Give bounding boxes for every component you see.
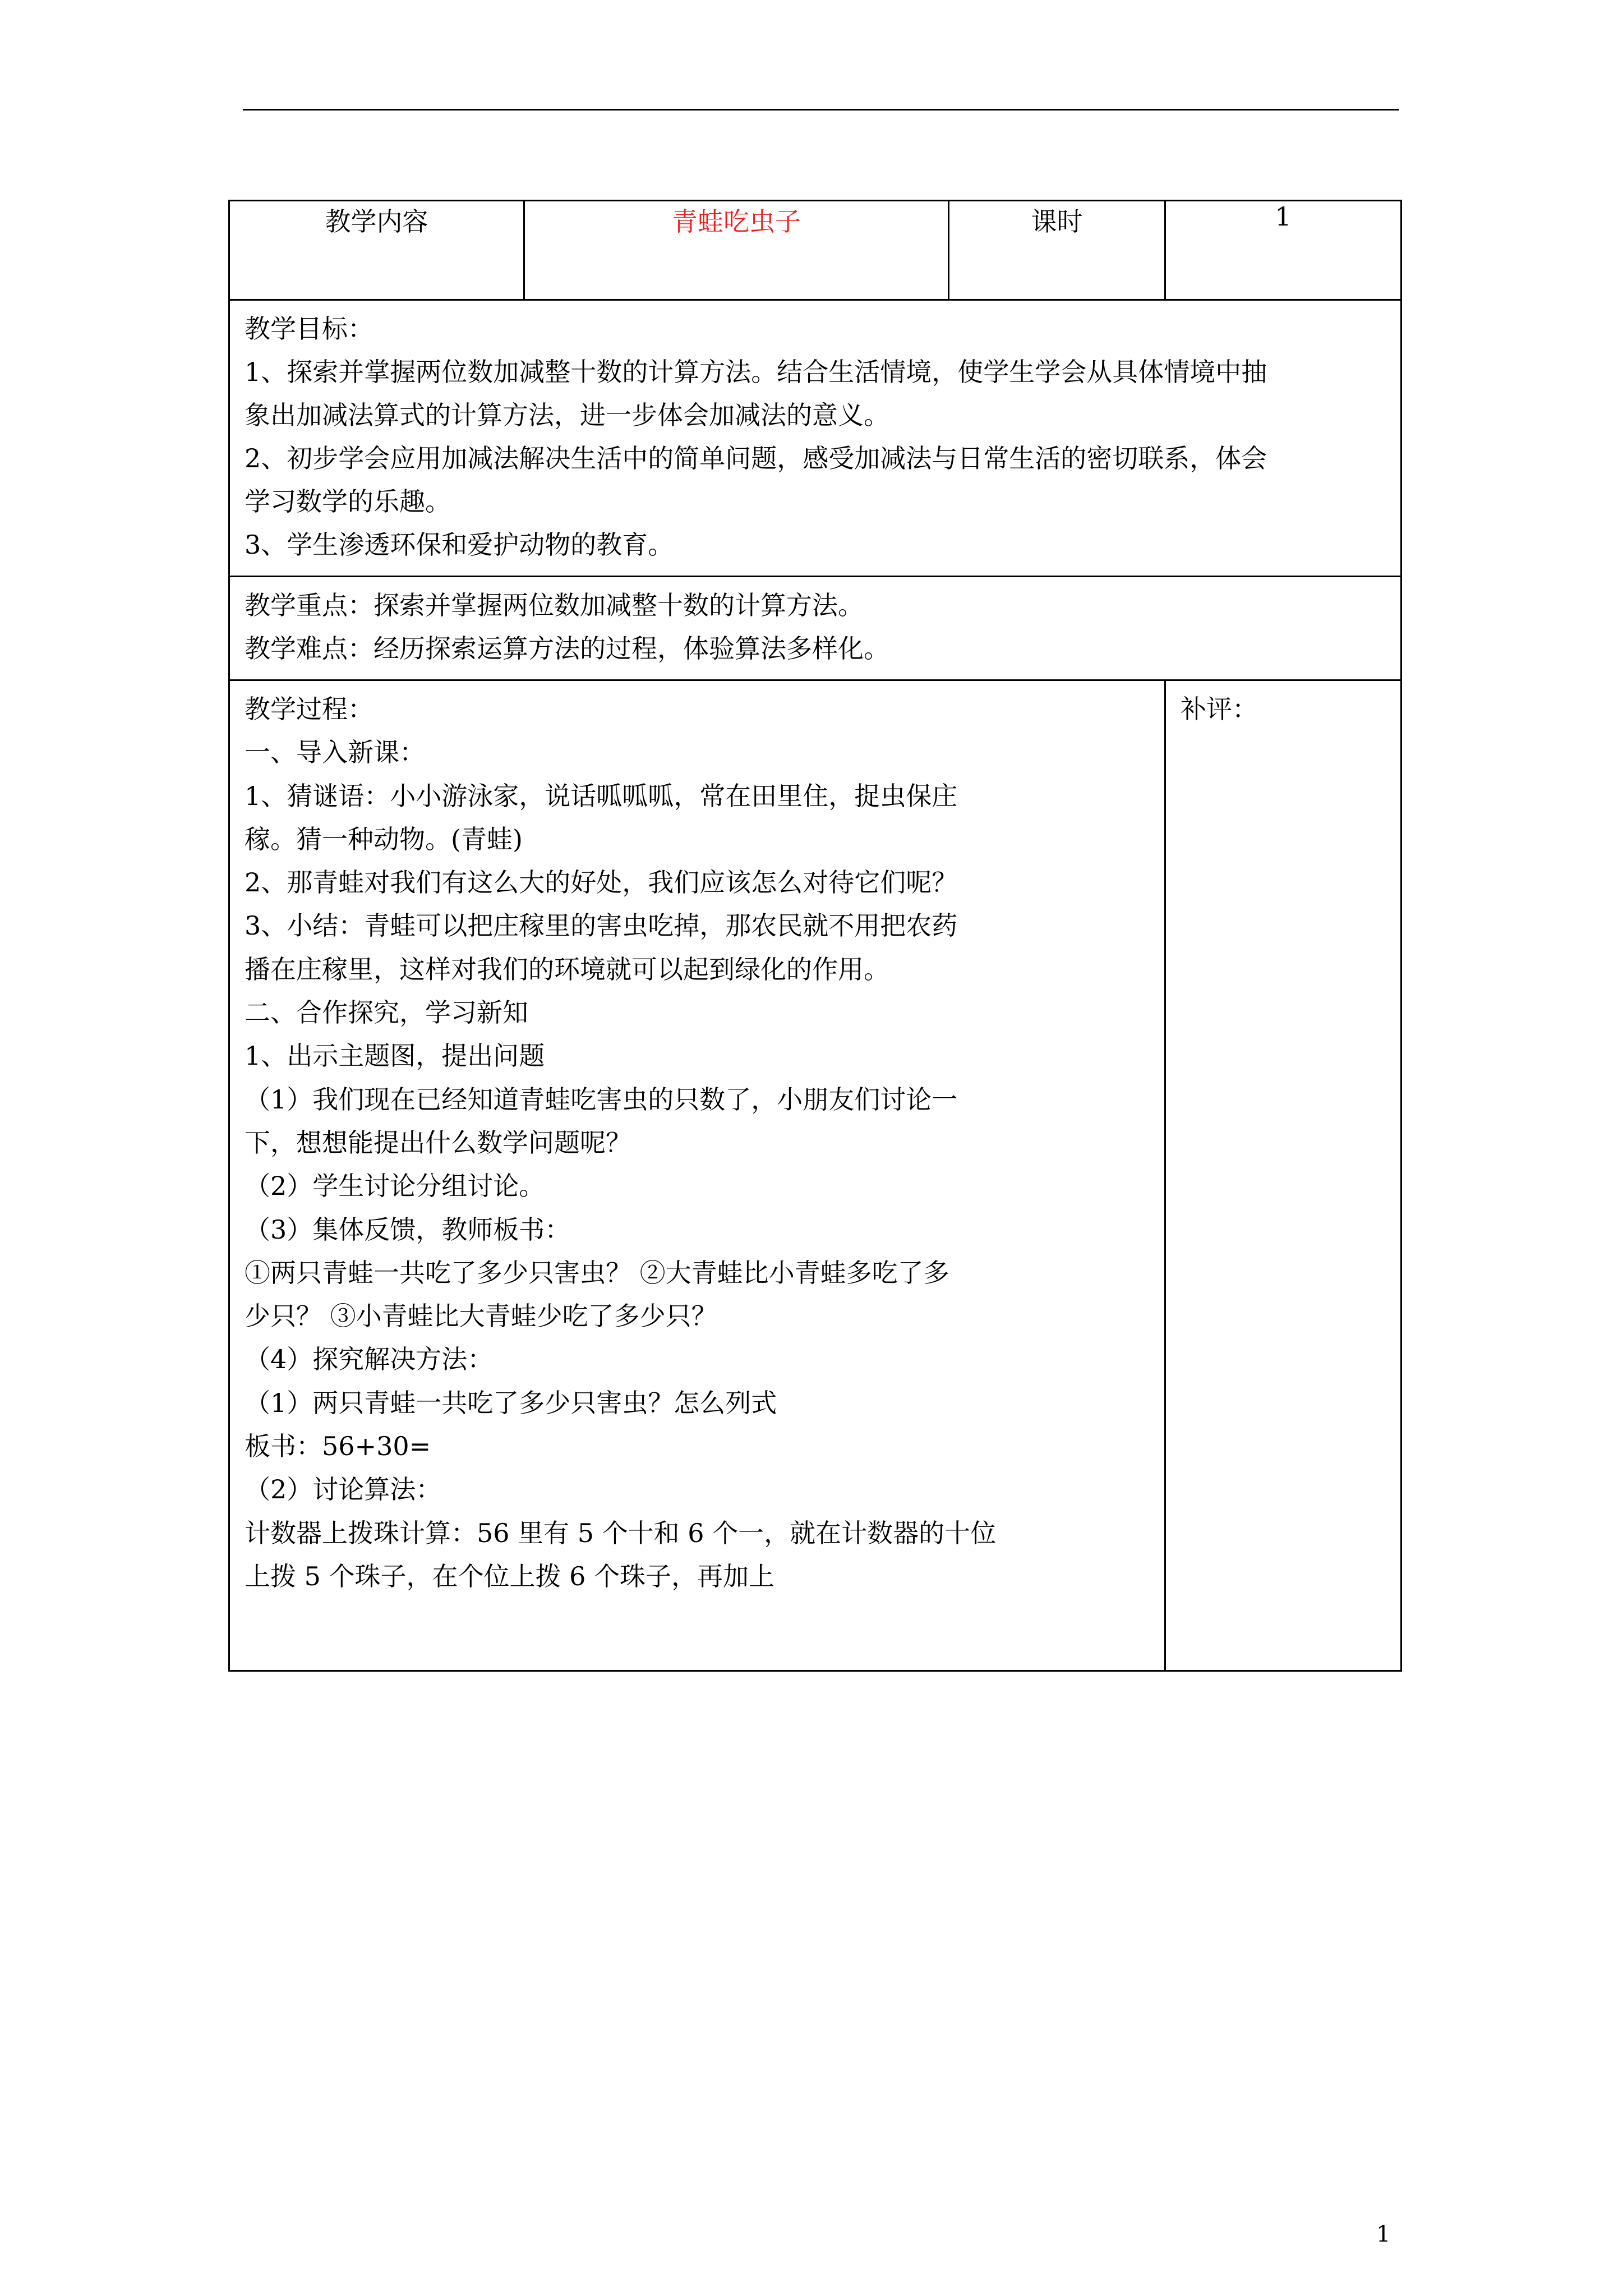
goals-cell bbox=[229, 300, 1401, 577]
header-rule bbox=[243, 109, 1399, 111]
goals-row bbox=[229, 300, 1401, 577]
process-line: （1）我们现在已经知道青蛙吃害虫的只数了，小朋友们讨论一 bbox=[245, 1084, 958, 1115]
lesson-title: 青蛙吃虫子 bbox=[524, 201, 949, 300]
process-line: 3、小结：青蛙可以把庄稼里的害虫吃掉，那农民就不用把农药 bbox=[245, 910, 958, 941]
process-line: 板书：56+30= bbox=[245, 1431, 431, 1462]
keypoints-cell bbox=[229, 577, 1401, 680]
process-cell bbox=[229, 680, 1165, 1671]
teaching-difficulty: 教学难点：经历探索运算方法的过程，体验算法多样化。 bbox=[245, 633, 889, 664]
process-line: 播在庄稼里，这样对我们的环境就可以起到绿化的作用。 bbox=[245, 954, 889, 984]
process-line: （3）集体反馈，教师板书： bbox=[245, 1214, 571, 1245]
goal-line: 学习数学的乐趣。 bbox=[245, 486, 451, 517]
notes-cell bbox=[1165, 680, 1401, 1671]
process-line: 稼。猜一种动物。(青蛙) bbox=[245, 823, 523, 854]
process-line: 上拨 5 个珠子，在个位上拨 6 个珠子，再加上 bbox=[245, 1561, 775, 1591]
process-heading: 教学过程： bbox=[245, 694, 374, 724]
process-line: 一、导入新课： bbox=[245, 737, 425, 768]
process-line: 二、合作探究，学习新知 bbox=[245, 997, 528, 1028]
process-line: 1、出示主题图，提出问题 bbox=[245, 1041, 545, 1071]
notes-label: 补评： bbox=[1181, 694, 1258, 724]
teaching-focus: 教学重点：探索并掌握两位数加减整十数的计算方法。 bbox=[245, 590, 864, 620]
process-line: （2）学生讨论分组讨论。 bbox=[245, 1171, 545, 1202]
keypoints-row bbox=[229, 577, 1401, 680]
process-line: （4）探究解决方法： bbox=[245, 1344, 494, 1375]
page-number: 1 bbox=[1376, 2221, 1391, 2247]
process-line: 计数器上拨珠计算：56 里有 5 个十和 6 个一，就在计数器的十位 bbox=[245, 1517, 997, 1548]
process-line: 2、那青蛙对我们有这么大的好处，我们应该怎么对待它们呢？ bbox=[245, 867, 958, 898]
process-line: ①两只青蛙一共吃了多少只害虫？ ②大青蛙比小青蛙多吃了多 bbox=[245, 1257, 949, 1288]
label-content: 教学内容 bbox=[229, 201, 524, 300]
header-row bbox=[229, 201, 1401, 300]
label-period: 课时 bbox=[949, 201, 1165, 300]
lesson-plan-table bbox=[228, 200, 1402, 1672]
process-line: 下，想想能提出什么数学问题呢？ bbox=[245, 1127, 631, 1158]
goal-line: 1、探索并掌握两位数加减整十数的计算方法。结合生活情境，使学生学会从具体情境中抽 bbox=[245, 357, 1267, 387]
process-line: （2）讨论算法： bbox=[245, 1474, 442, 1505]
process-line: 少只？ ③小青蛙比大青蛙少吃了多少只？ bbox=[245, 1301, 717, 1332]
process-line: 1、猜谜语：小小游泳家，说话呱呱呱，常在田里住，捉虫保庄 bbox=[245, 780, 958, 811]
goal-line: 2、初步学会应用加减法解决生活中的简单问题，感受加减法与日常生活的密切联系，体会 bbox=[245, 443, 1267, 473]
goal-line: 3、学生渗透环保和爱护动物的教育。 bbox=[245, 530, 674, 560]
process-row bbox=[229, 680, 1401, 1671]
period-value: 1 bbox=[1165, 201, 1401, 300]
goals-heading: 教学目标： bbox=[245, 314, 374, 344]
goal-line: 象出加减法算式的计算方法，进一步体会加减法的意义。 bbox=[245, 400, 889, 430]
process-line: （1）两只青蛙一共吃了多少只害虫？怎么列式 bbox=[245, 1387, 777, 1418]
